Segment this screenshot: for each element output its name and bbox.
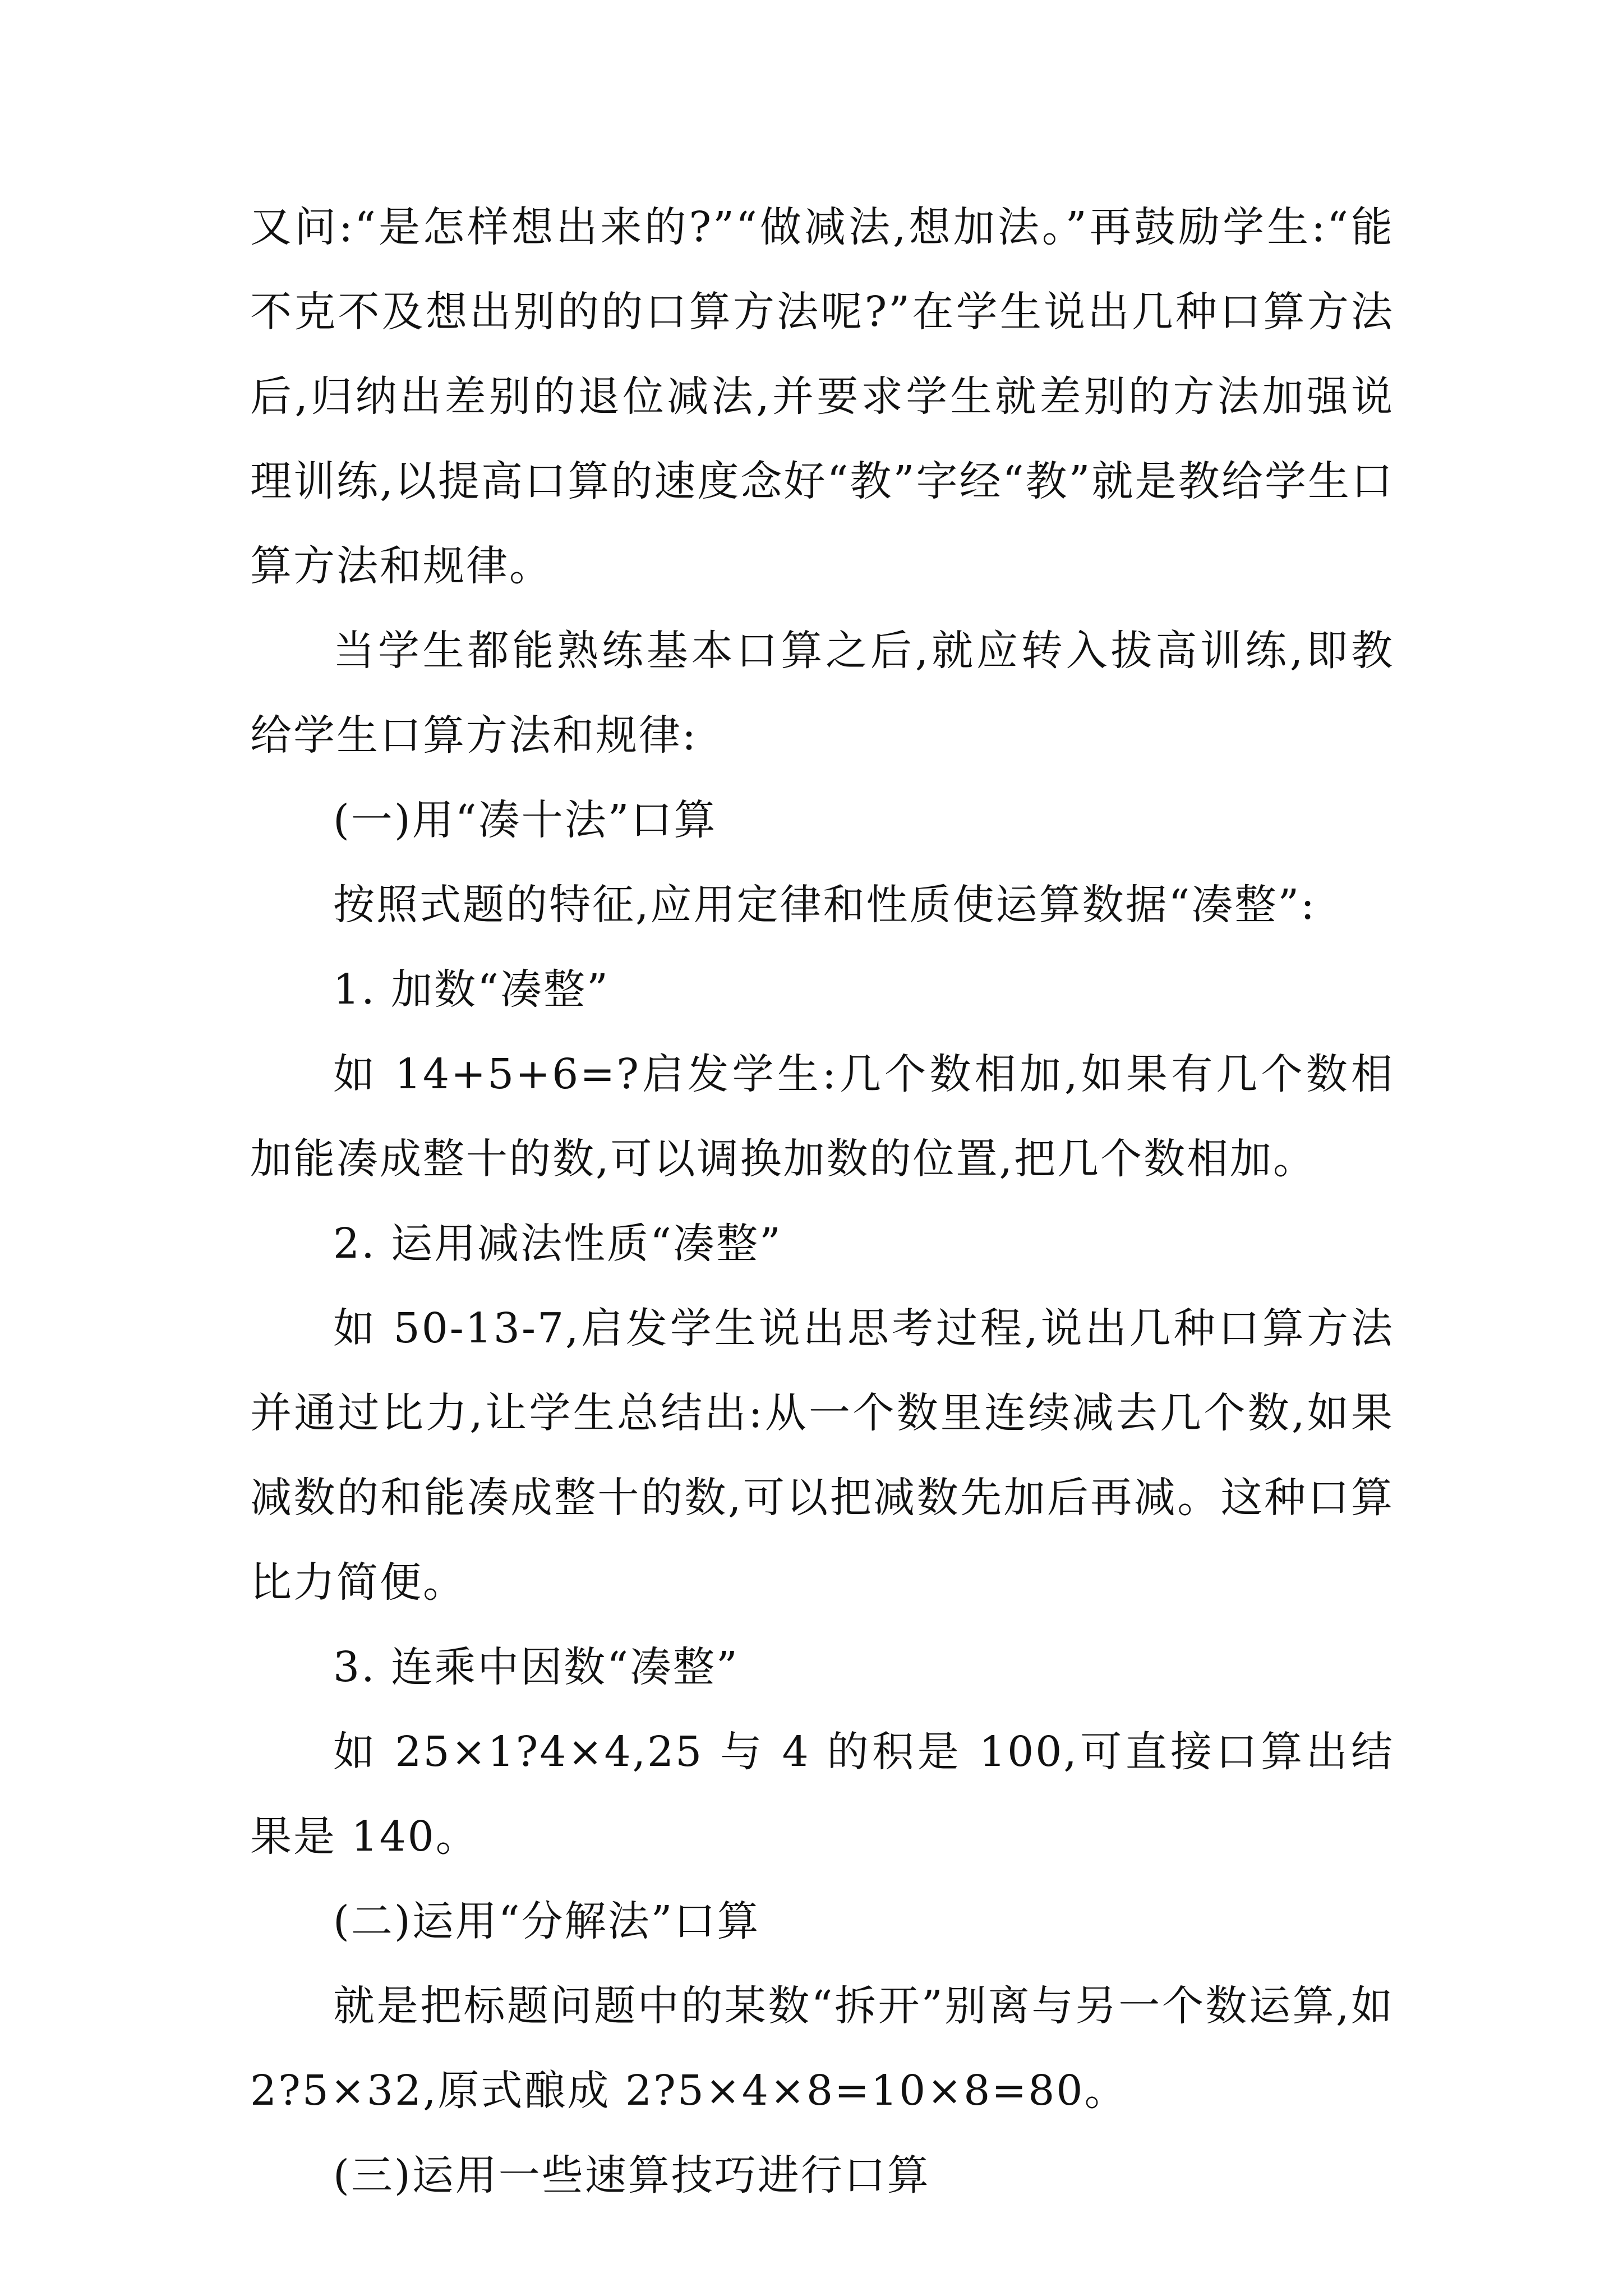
paragraph-6: 如 25×1?4×4,25 与 4 的积是 100,可直接口算出结果是 140。 (250, 1728, 1394, 1861)
subheading-3: 3. 连乘中因数“凑整” (333, 1643, 739, 1691)
paragraph-2: 当学生都能熟练基本口算之后,就应转入拔高训练,即教给学生口算方法和规律: (250, 627, 1394, 760)
subheading-1: 1. 加数“凑整” (333, 965, 610, 1014)
section-heading-2: (二)运用“分解法”口算 (333, 1897, 760, 1945)
paragraph-4: 如 14+5+6=?启发学生:几个数相加,如果有几个数相加能凑成整十的数,可以调换加数的位置,把几个数相加。 (250, 1050, 1394, 1183)
section-heading-1: (一)用“凑十法”口算 (333, 796, 717, 844)
subheading-2: 2. 运用减法性质“凑整” (333, 1220, 782, 1268)
document-body (250, 185, 1394, 2218)
paragraph-1: 又问:“是怎样想出来的?”“做减法,想加法。”再鼓励学生:“能不克不及想出别的的口算方法呢?”在学生说出几种口算方法后,归纳出差别的退位减法,并要求学生就差别的方法加强说理训练,以提高口算的速度念好“教”字经“教”就是教给学生口算方法和规律。 (250, 203, 1394, 590)
paragraph-5: 如 50-13-7,启发学生说出思考过程,说出几种口算方法并通过比力,让学生总结出:从一个数里连续减去几个数,如果减数的和能凑成整十的数,可以把减数先加后再减。这种口算比力简便。 (250, 1304, 1394, 1607)
paragraph-3: 按照式题的特征,应用定律和性质使运算数据“凑整”: (333, 881, 1317, 929)
paragraph-7: 就是把标题问题中的某数“拆开”别离与另一个数运算,如 2?5×32,原式酿成 2?5×4×8=10×8=80。 (250, 1982, 1394, 2115)
section-heading-3: (三)运用一些速算技巧进行口算 (333, 2151, 930, 2200)
